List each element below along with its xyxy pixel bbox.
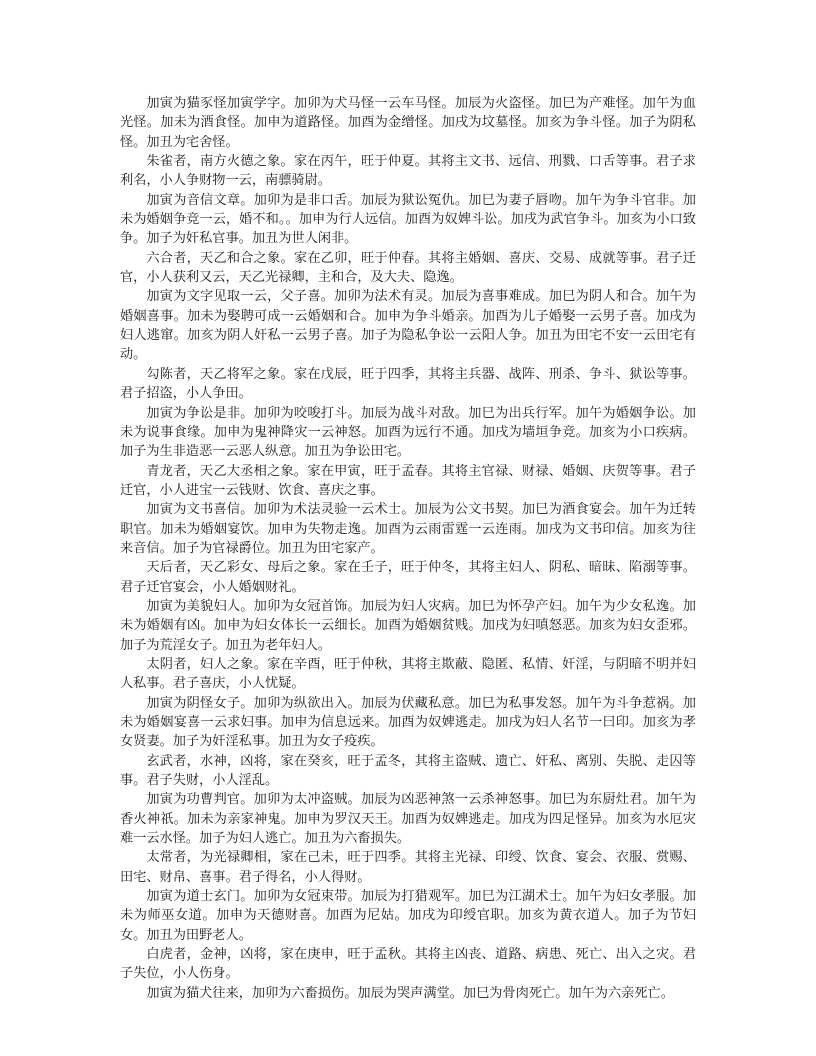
paragraph-tai-chang-branches: 加寅为道士玄门。加卯为女冠束带。加辰为打猎观军。加巳为江湖术士。加午为妇女孝服。加未为师巫女道。加申为天德财喜。加酉为尼姑。加戌为印绶官职。加亥为黄衣道人。加子为节妇女。加丑为田野老人。 [120, 889, 696, 943]
paragraph-tai-chang: 太常者，为光禄卿相，家在己未，旺于四季。其将主光禄、印绶、饮食、宴会、衣服、赏赐、田宅、财帛、喜事。君子得名，小人得财。 [120, 850, 696, 885]
document-page [120, 94, 696, 1003]
paragraph-xuan-wu: 玄武者，水神，凶将，家在癸亥，旺于孟冬，其将主盗贼、遗亡、奸私、离别、失脱、走囚等事。君子失财，小人淫乱。 [120, 753, 696, 789]
paragraph-yin-guai: 加寅为猫豕怪加寅学字。加卯为犬马怪一云车马怪。加辰为火盗怪。加巳为产难怪。加午为血光怪。加未为酒食怪。加申为道路怪。加酉为金缯怪。加戌为坟墓怪。加亥为争斗怪。加子为阴私怪。加丑为宅舍怪。 [120, 96, 696, 150]
paragraph-gou-chen: 勾陈者，天乙将军之象。家在戊辰，旺于四季，其将主兵器、战阵、刑杀、争斗、狱讼等事。君子招盗，小人争田。 [120, 366, 696, 402]
paragraph-qing-long: 青龙者，天乙大丞相之象。家在甲寅，旺于孟春。其将主官禄、财禄、婚姻、庆贺等事。君子迁官，小人进宝一云钱财、饮食、喜庆之事。 [120, 463, 696, 498]
paragraph-bai-hu: 白虎者，金神，凶将，家在庚申，旺于孟秋。其将主凶丧、道路、病患、死亡、出入之灾。君子失位，小人伤身。 [120, 947, 696, 982]
paragraph-bai-hu-branches: 加寅为猫犬往来，加卯为六畜损伤。加辰为哭声满堂。加巳为骨肉死亡。加午为六亲死亡。 [146, 985, 674, 1001]
paragraph-tai-yin-branches: 加寅为阴怪女子。加卯为纵欲出入。加辰为伏藏私意。加巳为私事发怒。加午为斗争惹祸。加未为婚姻宴喜一云求妇事。加申为信息远来。加酉为奴婢逃走。加戌为妇人名节一曰印。加亥为孝女贤妻。加子为奸淫私事。加丑为女子疫疾。 [120, 695, 696, 750]
paragraph-gou-chen-branches: 加寅为争讼是非。加卯为咬唆打斗。加辰为战斗对敌。加巳为出兵行军。加午为婚姻争讼。加未为说事食缘。加申为鬼神降灾一云神怒。加酉为远行不通。加戌为墙垣争竞。加亥为小口疾病。加子为生非造恶一云恶人纵意。加丑为争讼田宅。 [120, 405, 696, 460]
paragraph-zhu-que: 朱雀者，南方火德之象。家在丙午，旺于仲夏。其将主文书、远信、刑戮、口舌等事。君子求利名，小人争财物一云，南骠骑尉。 [120, 154, 696, 189]
paragraph-tian-hou: 天后者，天乙彩女、母后之象。家在壬子，旺于仲冬，其将主妇人、阴私、暗昧、陷溺等事。君子迁官宴会，小人婚姻财礼。 [120, 560, 696, 595]
paragraph-qing-long-branches: 加寅为文书喜信。加卯为术法灵验一云术士。加辰为公文书契。加巳为酒食宴会。加午为迁转职官。加未为婚姻宴饮。加申为失物走逸。加酉为云雨雷霆一云连雨。加戌为文书印信。加亥为往来音信。加子为官禄爵位。加丑为田宅家产。 [120, 502, 696, 556]
paragraph-liu-he-branches: 加寅为文字见取一云，父子喜。加卯为法术有灵。加辰为喜事难成。加巳为阴人和合。加午为婚姻喜事。加未为娶聘可成一云婚姻和合。加申为争斗婚亲。加酉为儿子婚娶一云男子喜。加戌为妇人逃窜。加亥为阴人奸私一云男子喜。加子为隐私争讼一云阳人争。加丑为田宅不安一云田宅有动。 [120, 289, 696, 363]
paragraph-zhu-que-branches: 加寅为音信文章。加卯为是非口舌。加辰为狱讼冤仇。加巳为妻子唇吻。加午为争斗官非。加未为婚姻争竞一云，婚不和。。加申为行人远信。加酉为奴婢斗讼。加戌为武官争斗。加亥为小口致争。加子为奸私官事。加丑为世人闲非。 [120, 192, 696, 247]
paragraph-tai-yin: 太阴者，妇人之象。家在辛酉，旺于仲秋，其将主欺蔽、隐匿、私情、奸淫，与阴暗不明并妇人私事。君子喜庆，小人忧疑。 [120, 656, 696, 692]
paragraph-xuan-wu-branches: 加寅为功曹判官。加卯为太冲盗贼。加辰为凶恶神煞一云杀神怒事。加巳为东厨灶君。加午为香火神祇。加未为亲家神鬼。加申为罗汉天王。加酉为奴婢逃走。加戌为四足怪异。加亥为水厄灾难一云水怪。加子为妇人逃亡。加丑为六畜损失。 [120, 792, 696, 847]
paragraph-liu-he: 六合者，天乙和合之象。家在乙卯，旺于仲春。其将主婚姻、喜庆、交易、成就等事。君子迁官，小人获利又云，天乙光禄卿，主和合，及大夫、隐逸。 [120, 250, 696, 286]
paragraph-tian-hou-branches: 加寅为美貌妇人。加卯为女冠首饰。加辰为妇人灾病。加巳为怀孕产妇。加午为少女私逸。加未为婚姻有凶。加申为妇女体长一云细长。加酉为婚姻贫贱。加戌为妇嗔怒恶。加亥为妇女歪邪。加子为荒淫女子。加丑为老年妇人。 [120, 598, 696, 653]
